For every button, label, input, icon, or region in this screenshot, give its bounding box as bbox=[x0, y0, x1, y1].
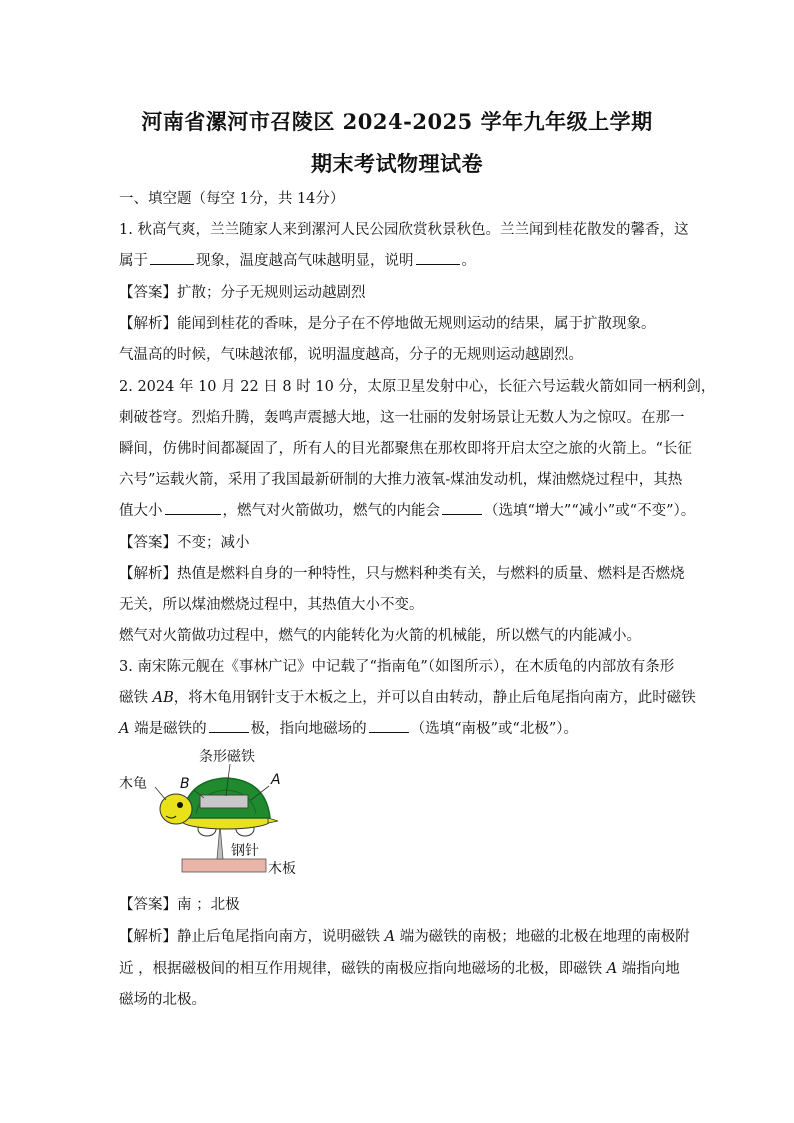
q3-analysis-text-2a: 近 ，根据磁极间的相互作用规律，磁铁的南极应指向地磁场的北极，即磁铁 bbox=[119, 961, 607, 977]
q1-answer bbox=[119, 281, 366, 302]
q3-line3-text-b: 端是磁铁的 bbox=[129, 721, 207, 737]
q1-blank-1[interactable] bbox=[150, 250, 194, 265]
q1-answer-text: 扩散；分子无规则运动越剧烈 bbox=[177, 285, 366, 301]
q1-line2-text-c: 。 bbox=[461, 253, 476, 269]
q2-analysis-text-1: 热值是燃料自身的一种特性，只与燃料种类有关，与燃料的质量、燃料是否燃烧 bbox=[177, 566, 685, 582]
q2-blank-1[interactable] bbox=[165, 500, 221, 515]
q3-blank-1[interactable] bbox=[209, 718, 249, 733]
q3-line3 bbox=[119, 717, 578, 738]
q2-line2: 刺破苍穹。烈焰升腾，轰鸣声震撼大地，这一壮丽的发射场景让无数人为之惊叹。在那一 bbox=[119, 410, 685, 426]
label-a: A bbox=[271, 772, 281, 788]
q3-line2 bbox=[119, 686, 696, 707]
compass-turtle-figure bbox=[118, 742, 308, 882]
q2-line5-text-c: （选填“增大”“减小”或“不变”）。 bbox=[484, 503, 696, 519]
q3-analysis-pole-a2: A bbox=[606, 961, 618, 977]
label-b: B bbox=[180, 776, 190, 792]
exam-title-line2: 期末考试物理试卷 bbox=[311, 151, 483, 176]
leader-turtle bbox=[155, 787, 166, 800]
q3-analysis-3: 磁场的北极。 bbox=[119, 992, 206, 1008]
q3-analysis-pole-a1: A bbox=[384, 929, 396, 945]
q1-analysis-1 bbox=[119, 312, 656, 333]
answer-label: 【答案】 bbox=[119, 535, 177, 551]
label-board: 木板 bbox=[268, 861, 296, 877]
q1-line2-text-a: 属于 bbox=[119, 253, 148, 269]
q1-blank-2[interactable] bbox=[416, 250, 460, 265]
q3-analysis-2 bbox=[119, 957, 680, 978]
analysis-label: 【解析】 bbox=[119, 566, 177, 582]
q2-line3: 瞬间，仿佛时间都凝固了，所有人的目光都聚焦在那枚即将开启太空之旅的火箭上。“长征 bbox=[119, 441, 692, 457]
q2-analysis-3: 燃气对火箭做功过程中，燃气的内能转化为火箭的机械能，所以燃气的内能减小。 bbox=[119, 628, 641, 644]
q2-answer-text: 不变；减小 bbox=[177, 535, 250, 551]
q3-line2-text-a: 磁铁 bbox=[119, 690, 153, 706]
q3-line2-text-b: ，将木龟用钢针支于木板之上，并可以自由转动，静止后龟尾指向南方，此时磁铁 bbox=[173, 690, 696, 706]
q3-analysis-text-2c: 端指向地 bbox=[617, 961, 680, 977]
answer-label: 【答案】 bbox=[119, 285, 177, 301]
q3-answer bbox=[119, 893, 240, 914]
steel-needle bbox=[217, 825, 223, 859]
exam-title-line1: 河南省漯河市召陵区 2024-2025 学年九年级上学期 bbox=[141, 109, 653, 134]
q3-line1: 3. 南宋陈元舰在《事林广记》中记载了“指南龟”（如图所示），在木质龟的内部放有条形 bbox=[119, 659, 675, 675]
analysis-label: 【解析】 bbox=[119, 929, 177, 945]
q3-pole-a: A bbox=[119, 721, 130, 737]
q2-line1: 2. 2024 年 10 月 22 日 8 时 10 分，太原卫星发射中心，长征六号运载火箭如同一柄利剑， bbox=[119, 379, 716, 395]
analysis-label: 【解析】 bbox=[119, 316, 177, 332]
q3-analysis-text-1a: 静止后龟尾指向南方，说明磁铁 bbox=[177, 929, 385, 945]
q3-line3-text-d: （选填“南极”或“北极”）。 bbox=[410, 721, 578, 737]
q2-line4: 六号”运载火箭，采用了我国最新研制的大推力液氧-煤油发动机，煤油燃烧过程中，其热 bbox=[119, 472, 683, 488]
q3-answer-text: 南 ；北极 bbox=[177, 897, 240, 913]
q1-line1: 1. 秋高气爽，兰兰随家人来到漯河人民公园欣赏秋景秋色。兰兰闻到桂花散发的馨香，这 bbox=[119, 222, 689, 238]
q2-line5-text-b: ，燃气对火箭做功，燃气的内能会 bbox=[222, 503, 440, 519]
q2-analysis-2: 无关，所以煤油燃烧过程中，其热值大小不变。 bbox=[119, 597, 424, 613]
section-heading: 一、填空题（每空 1分，共 14分） bbox=[119, 191, 345, 207]
answer-label: 【答案】 bbox=[119, 897, 177, 913]
q1-analysis-text-1: 能闻到桂花的香味，是分子在不停地做无规则运动的结果，属于扩散现象。 bbox=[177, 316, 656, 332]
label-needle: 钢针 bbox=[231, 843, 259, 859]
q2-answer bbox=[119, 531, 250, 552]
bar-magnet bbox=[200, 795, 248, 808]
turtle-eye bbox=[177, 802, 183, 808]
q3-magnet-ab: AB bbox=[152, 690, 174, 706]
label-magnet: 条形磁铁 bbox=[199, 749, 255, 765]
q2-analysis-1 bbox=[119, 562, 685, 583]
label-turtle: 木龟 bbox=[119, 776, 147, 792]
q2-blank-2[interactable] bbox=[442, 500, 482, 515]
q1-line2 bbox=[119, 249, 476, 270]
wooden-board bbox=[182, 859, 266, 872]
q1-analysis-2: 气温高的时候，气味越浓郁，说明温度越高，分子的无规则运动越剧烈。 bbox=[119, 347, 583, 363]
q3-blank-2[interactable] bbox=[369, 718, 409, 733]
q3-analysis-1 bbox=[119, 925, 690, 946]
q1-line2-text-b: 现象，温度越高气味越明显，说明 bbox=[196, 253, 414, 269]
q2-line5 bbox=[119, 499, 695, 520]
q3-analysis-text-1c: 端为磁铁的南极；地磁的北极在地理的南极附 bbox=[395, 929, 690, 945]
q2-line5-text-a: 值大小 bbox=[119, 503, 163, 519]
q3-line3-text-c: 极，指向地磁场的 bbox=[250, 721, 367, 737]
